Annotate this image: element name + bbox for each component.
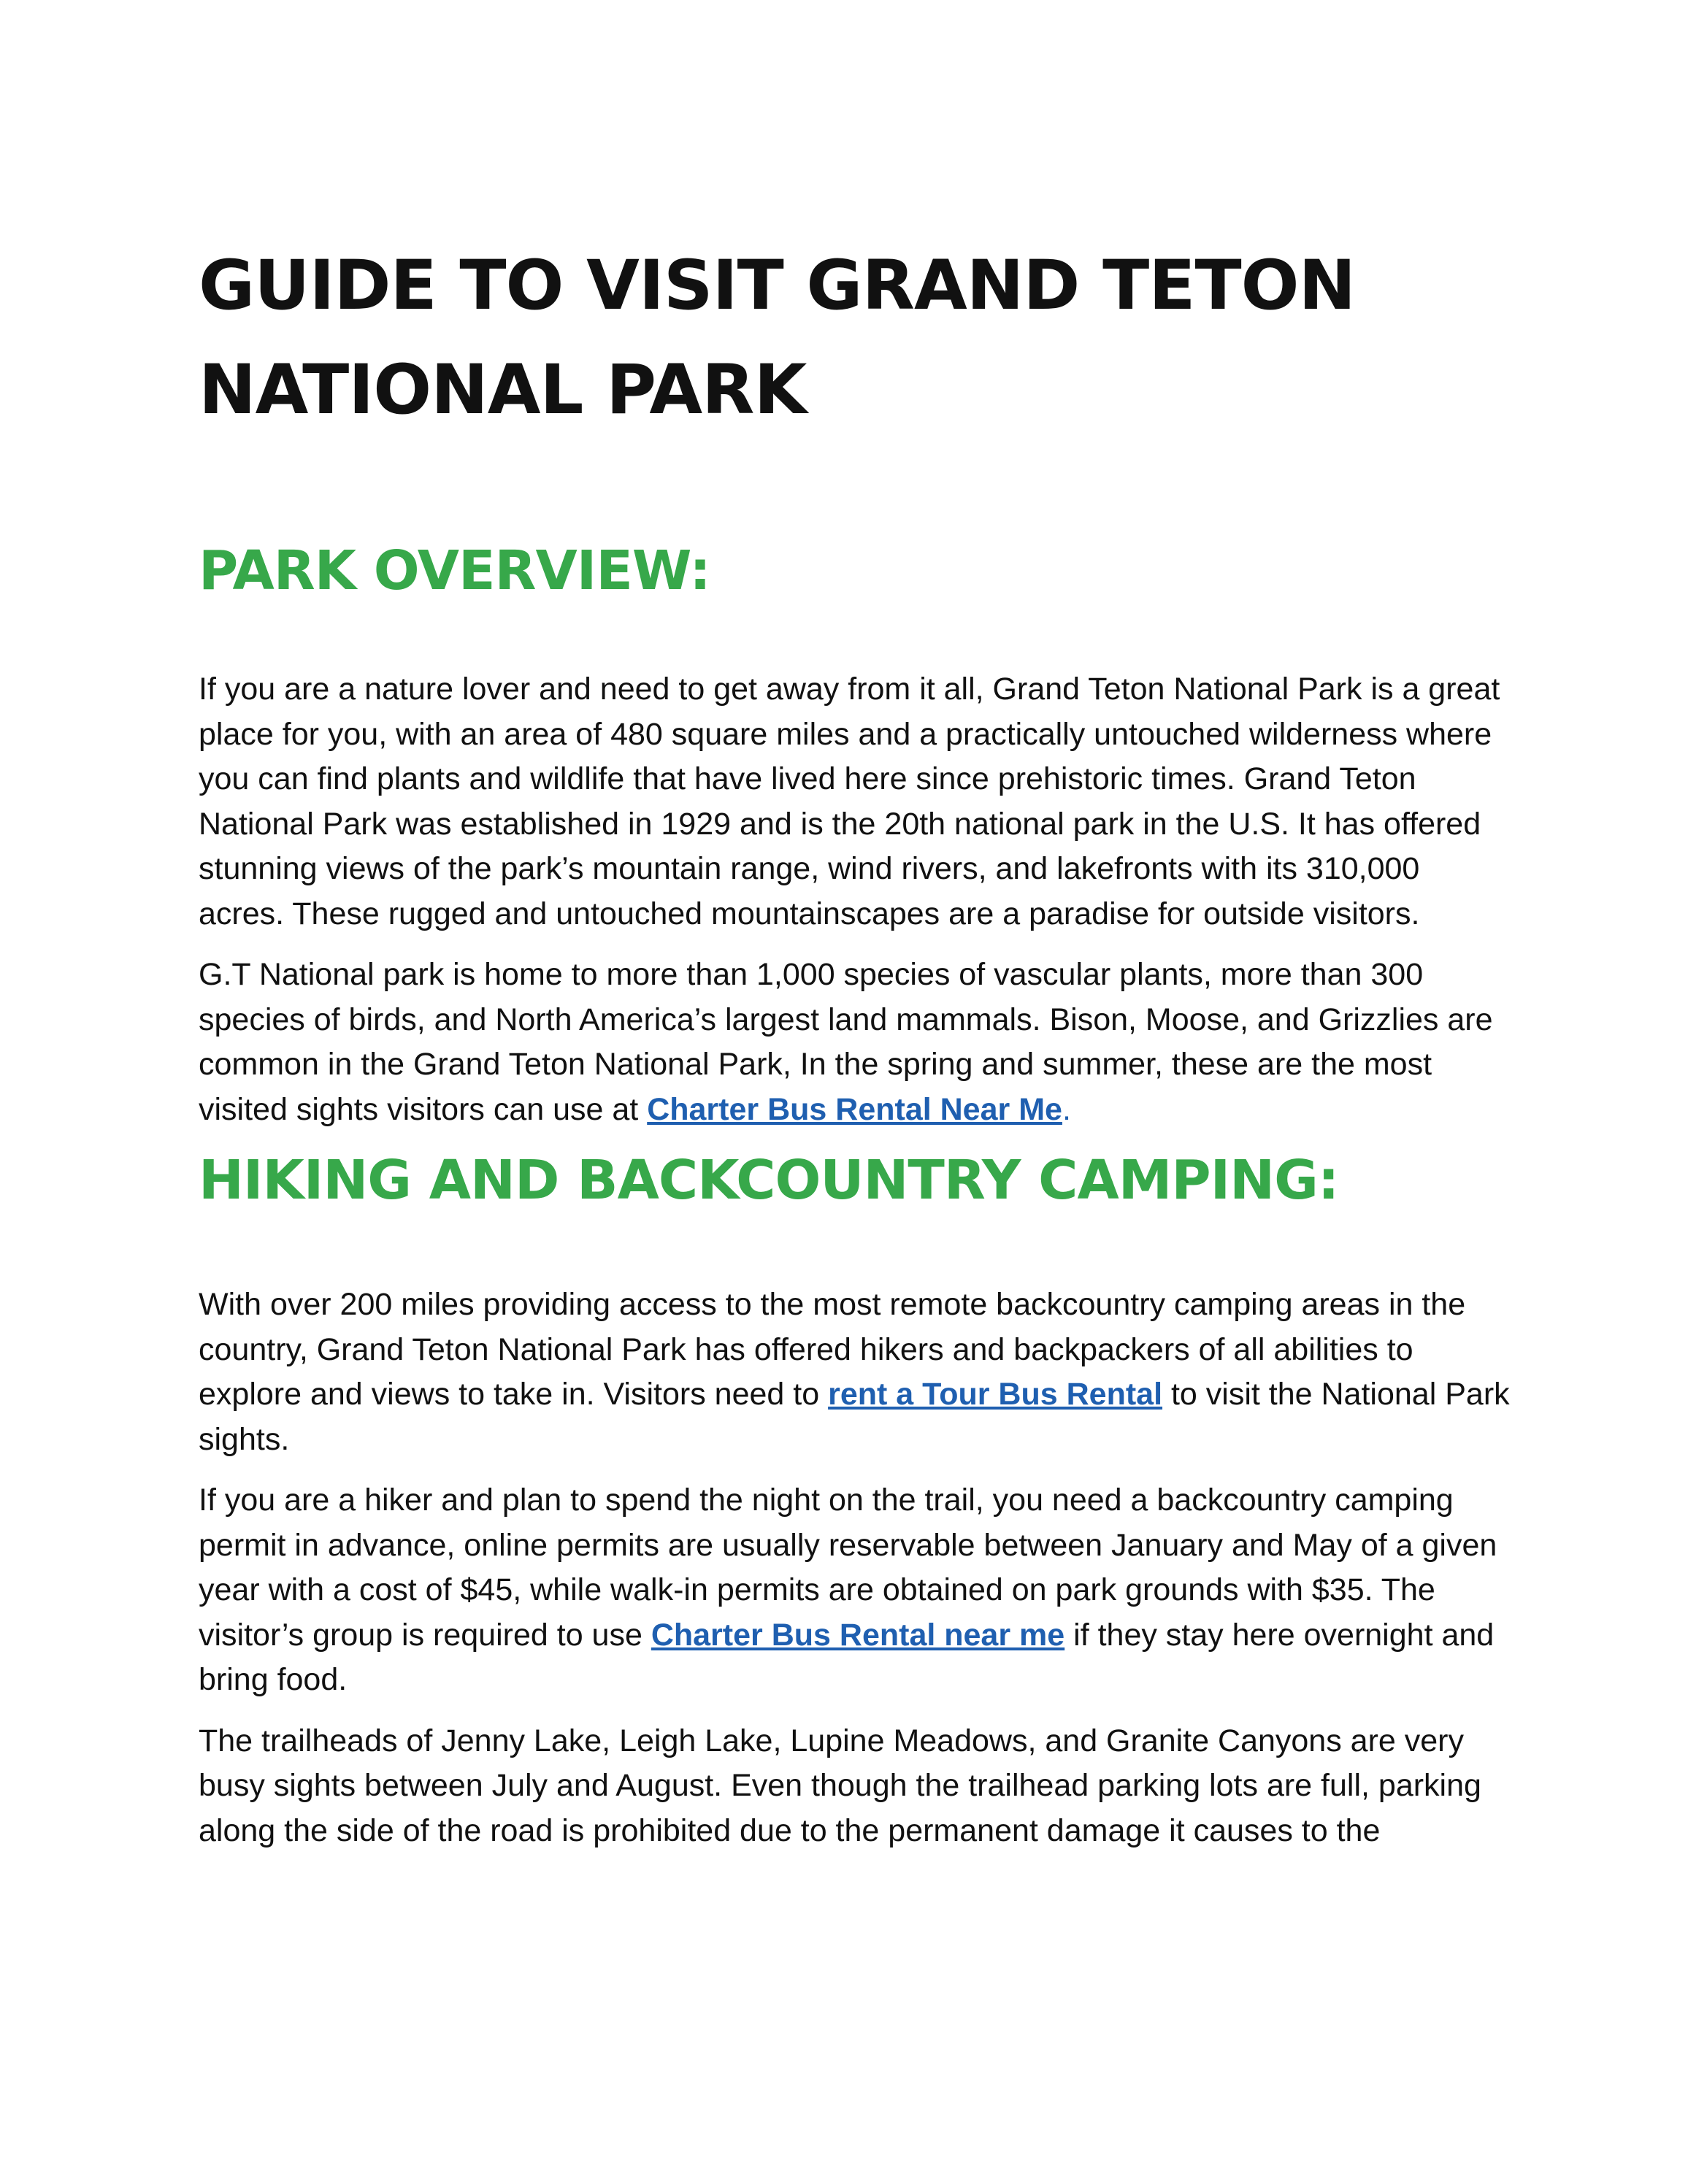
document-page xyxy=(199,234,1513,1853)
hiking-paragraph-3: The trailheads of Jenny Lake, Leigh Lake, Lupine Meadows, and Granite Canyons are very busy sights between July and August. Even though the trailhead parking lots are full, parking along the side of the road is prohibited due to the permanent damage it causes to the xyxy=(199,1723,1481,1848)
document-title: GUIDE TO VISIT GRAND TETON NATIONAL PARK xyxy=(199,246,1356,430)
hiking-paragraph-1-text: With over 200 miles providing access to the most remote backcountry camping areas in the country, Grand Teton National Park has offered hikers and backpackers of all abilities to explore and views to take in. Visitors need to xyxy=(199,1287,1466,1412)
hiking-paragraph-2-text: If you are a hiker and plan to spend the night on the trail, you need a backcountry camping permit in advance, online permits are usually reservable between January and May of a given year with a cost of $45, while walk-in permits are obtained on park grounds with $35. The visitor’s group is required to use xyxy=(199,1483,1497,1653)
hiking-paragraph-2-end: if they stay here overnight and bring food. xyxy=(199,1617,1495,1697)
hiking-paragraph-1-end: to visit the National Park sights. xyxy=(199,1377,1510,1457)
hiking-paragraph-2 xyxy=(199,1478,1513,1703)
hiking-paragraph-1 xyxy=(199,1283,1513,1462)
overview-paragraph-2-end: . xyxy=(1062,1091,1071,1127)
charter-bus-rental-link-2[interactable]: Charter Bus Rental near me xyxy=(651,1617,1065,1653)
overview-paragraph-2 xyxy=(199,953,1513,1132)
park-overview-heading: PARK OVERVIEW: xyxy=(199,539,710,602)
tour-bus-rental-link[interactable]: rent a Tour Bus Rental xyxy=(828,1377,1163,1412)
hiking-camping-heading: HIKING AND BACKCOUNTRY CAMPING: xyxy=(199,1149,1339,1212)
charter-bus-rental-link-1[interactable]: Charter Bus Rental Near Me xyxy=(647,1091,1062,1127)
overview-paragraph-1: If you are a nature lover and need to get away from it all, Grand Teton National Park is a great place for you, with an area of 480 square miles and a practically untouched wilderness where you can find plants and wildlife that have lived here since prehistoric times. Grand Teton National Park was established in 1929 and is the 20th national park in the U.S. It has offered stunning views of the park’s mountain range, wind rivers, and lakefronts with its 310,000 acres. These rugged and untouched mountainscapes are a paradise for outside visitors. xyxy=(199,672,1500,931)
overview-paragraph-2-text: G.T National park is home to more than 1,000 species of vascular plants, more than 300 species of birds, and North America’s largest land mammals. Bison, Moose, and Grizzlies are common in the Grand Teton National Park, In the spring and summer, these are the most visited sights visitors can use at xyxy=(199,957,1493,1127)
